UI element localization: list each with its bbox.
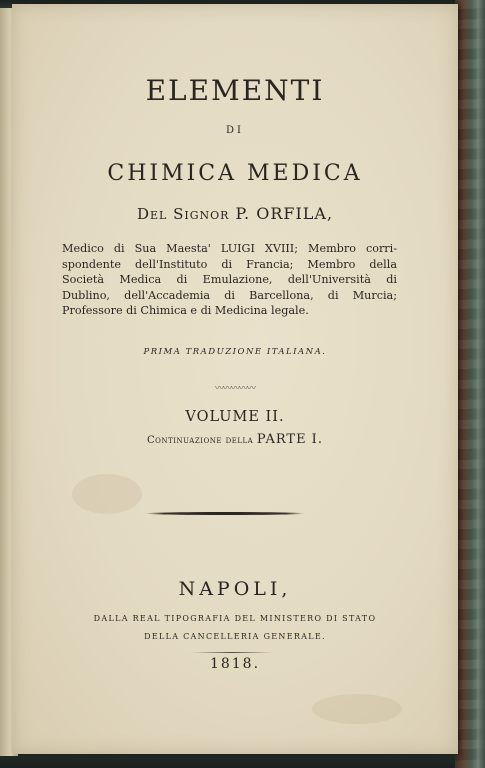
book-subtitle: CHIMICA MEDICA [107, 161, 363, 186]
author-line [12, 204, 458, 223]
printer-line-1: DALLA REAL TIPOGRAFIA DEL MINISTERO DI STATO [93, 614, 377, 623]
title-connector: DI [226, 125, 244, 136]
translation-note: PRIMA TRADUZIONE ITALIANA. [143, 347, 327, 357]
author-prefix: Del Signor [136, 205, 230, 223]
publication-year: 1818. [209, 656, 261, 672]
decorative-rule [145, 512, 305, 515]
description-line: Professore di Chimica e di Medicina legale. [62, 304, 309, 317]
description-line: spondente dell'Instituto di Francia; Membro della [62, 257, 397, 271]
title-page [12, 4, 458, 754]
continuation-part: PARTE I. [256, 432, 323, 447]
book-title: ELEMENTI [145, 74, 325, 107]
publication-place: NAPOLI, [178, 578, 292, 600]
author-name: P. ORFILA, [235, 204, 334, 223]
continuation-prefix: Continuazione della [147, 435, 254, 446]
book-cover-edge [455, 0, 485, 768]
year-rule [192, 652, 272, 653]
author-description [62, 241, 397, 319]
ornament-divider: 〰〰〰〰〰 [214, 384, 255, 394]
volume-number: VOLUME II. [185, 409, 285, 425]
continuation-line [12, 432, 458, 447]
description-line: Società Medica di Emulazione, dell'Università di [62, 273, 397, 286]
description-line: Dublino, dell'Accademia di Barcellona, di Murcia; [62, 288, 397, 302]
description-line: Medico di Sua Maesta' LUIGI XVIII; Membro corri- [62, 242, 397, 255]
paper-stain [72, 474, 142, 514]
paper-stain [312, 694, 402, 724]
printer-line-2: DELLA CANCELLERIA GENERALE. [144, 632, 326, 641]
